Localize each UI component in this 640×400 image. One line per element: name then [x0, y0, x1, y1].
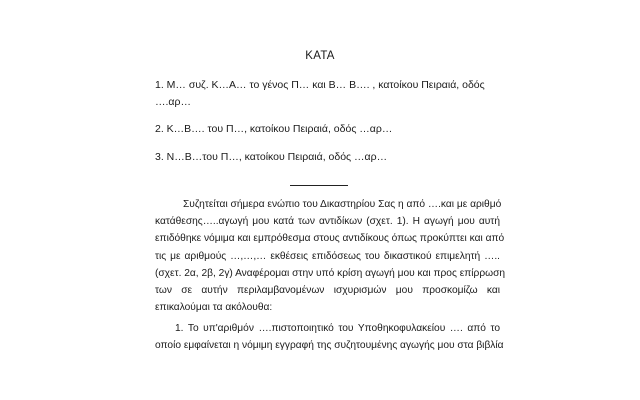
paragraph-1-line: τις με αριθμούς …,…,… εκθέσεις επιδόσεως του δικαστικού επιμελητή ….. [155, 250, 500, 262]
paragraph-2-line: 1. Το υπ'αριθμόν ….πιστοποιητικό του Υποθηκοφυλακείου …. από το [175, 323, 500, 334]
document-title: ΚΑΤΑ [305, 50, 335, 62]
paragraph-2-line: οποίο εμφαίνεται η νόμιμη εγγραφή της συζητουμένης αγωγής μου στα βιβλία [155, 340, 504, 352]
paragraph-1-line: των σε αυτήν περιλαμβανομένων ισχυρισμών μου προσκομίζω και [155, 285, 500, 297]
defendant-1-line-2: ….αρ… [155, 96, 191, 108]
body-paragraph-1 [155, 196, 506, 316]
defendant-entry-2 [155, 121, 500, 138]
paragraph-1-line: Συζητείται σήμερα ενώπιο του Δικαστηρίου Σας η από ….και με αριθμό [183, 199, 502, 210]
defendant-entry-3 [155, 149, 500, 166]
paragraph-1-line: κατάθεσης…..αγωγή μου κατά των αντιδίκων (σχετ. 1). Η αγωγή μου αυτή [155, 216, 500, 228]
defendant-entry-1 [155, 77, 500, 111]
defendant-1-line-1: 1. Μ… συζ. Κ…Α… το γένος Π… και Β… Β…. , κατοίκου Πειραιά, οδός [155, 79, 485, 91]
defendant-3-line-1: 3. Ν…Β…του Π…, κατοίκου Πειραιά, οδός …αρ… [155, 151, 388, 163]
section-divider [290, 185, 348, 186]
paragraph-1-line: (σχετ. 2α, 2β, 2γ) Αναφέρομαι στην υπό κρίση αγωγή μου και προς επίρρωση [155, 267, 506, 279]
body-paragraph-2 [155, 320, 504, 354]
paragraph-1-line: επικαλούμαι τα ακόλουθα: [155, 302, 273, 314]
paragraph-1-line: επιδόθηκε νόμιμα και εμπρόθεσμα στους αντιδίκους όπως προκύπτει και από [155, 233, 505, 245]
defendant-2-line-1: 2. Κ…Β…. του Π…, κατοίκου Πειραιά, οδός …αρ… [155, 123, 393, 135]
